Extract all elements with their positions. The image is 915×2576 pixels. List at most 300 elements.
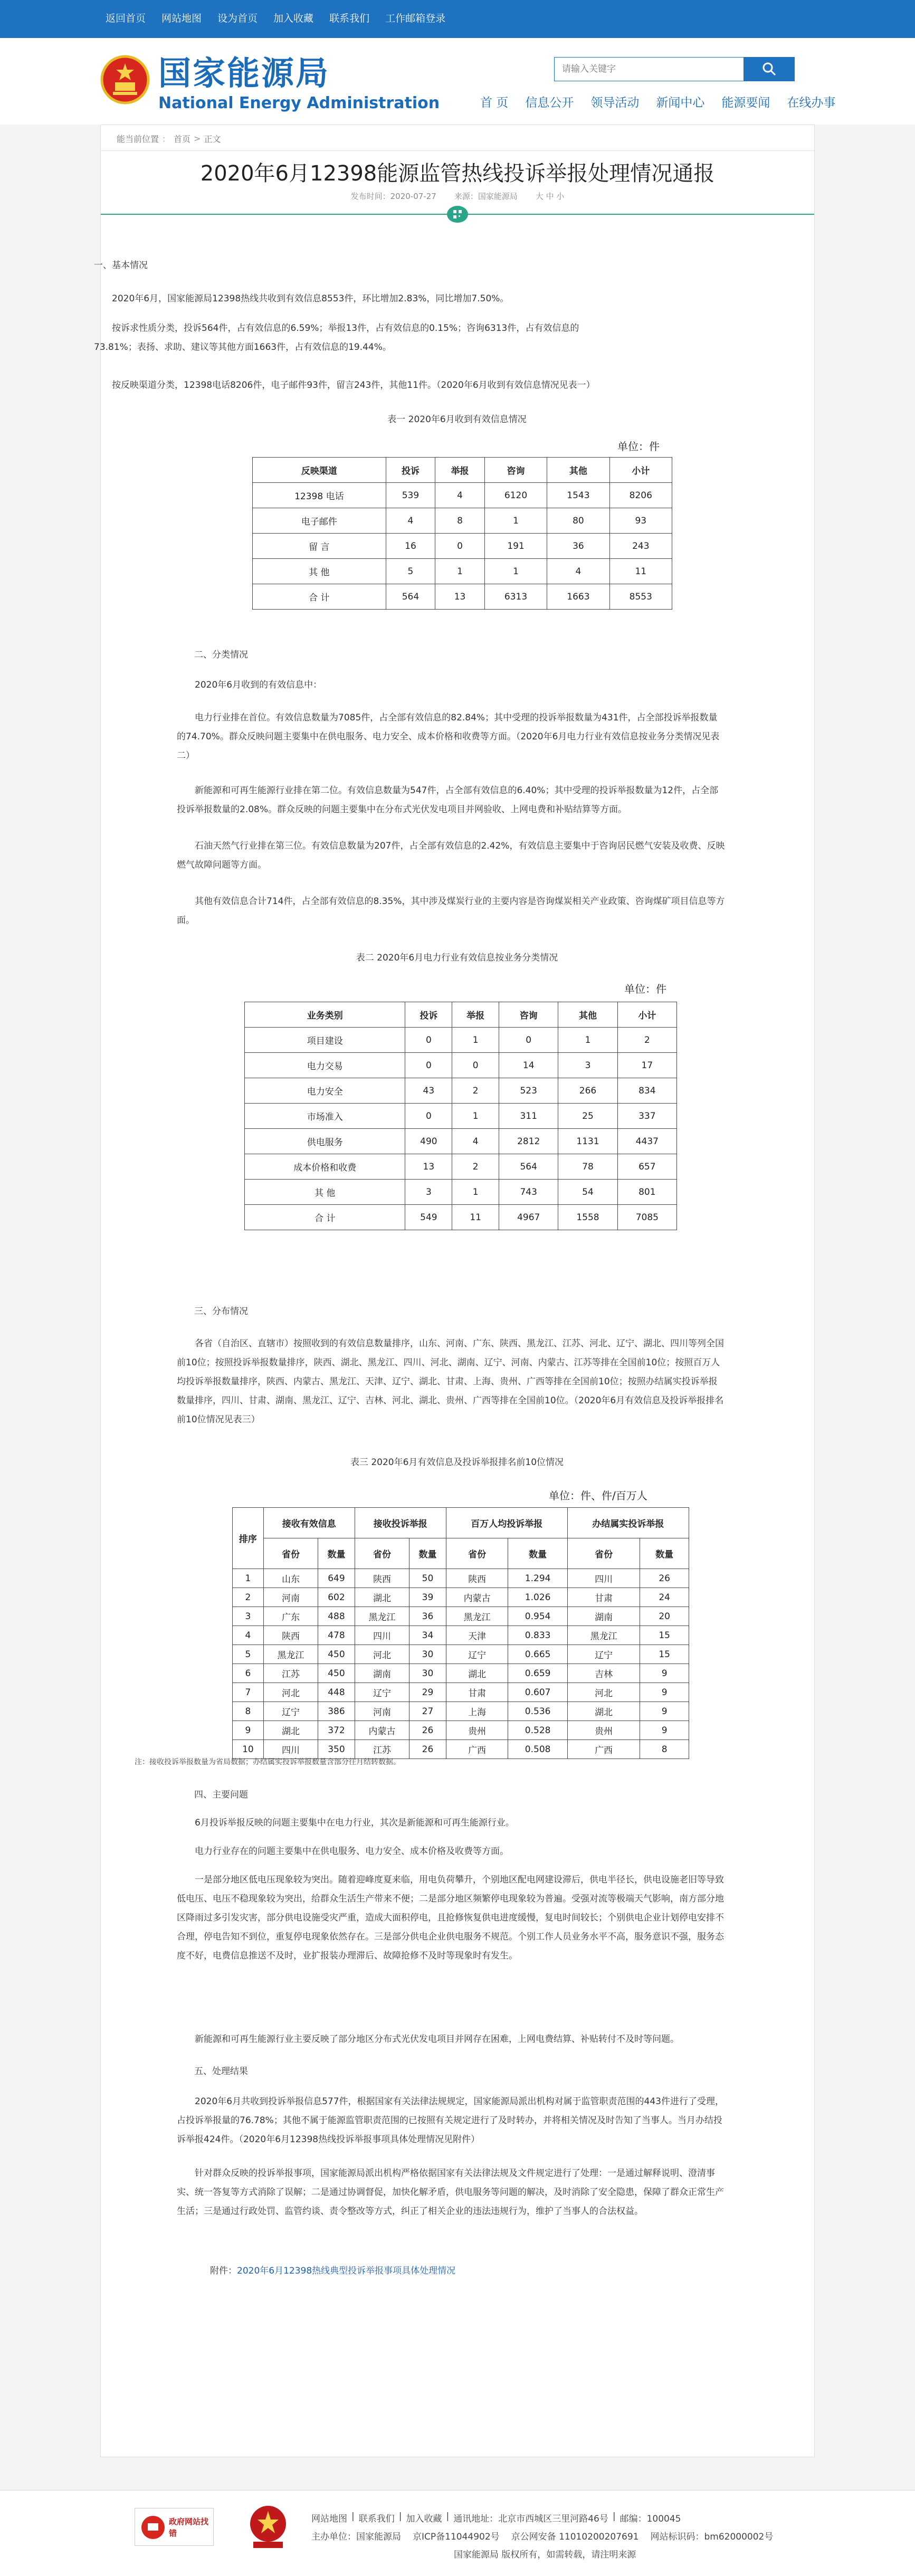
table-cell: 78	[558, 1154, 617, 1180]
table-row	[233, 1607, 689, 1626]
column-header: 省份	[355, 1538, 409, 1569]
table-cell: 2	[452, 1154, 499, 1180]
table-cell: 9	[640, 1683, 689, 1702]
qr-code-button[interactable]	[447, 206, 468, 223]
table-cell: 6313	[484, 584, 547, 610]
table-cell: 564	[499, 1154, 558, 1180]
logo-english[interactable]: National Energy Administration	[158, 94, 440, 112]
paragraph: 电力行业存在的问题主要集中在供电服务、电力安全、成本价格及收费等方面。	[195, 1846, 509, 1857]
section-heading-2: 二、分类情况	[194, 650, 248, 660]
table-cell: 黑龙江	[355, 1607, 409, 1626]
table-cell: 0.665	[508, 1645, 567, 1664]
table-row	[245, 1205, 677, 1230]
table-cell: 1543	[547, 483, 609, 508]
table-cell: 4	[435, 483, 485, 508]
column-header: 咨询	[484, 458, 547, 483]
column-header: 数量	[508, 1538, 567, 1569]
table-cell: 内蒙古	[446, 1588, 508, 1607]
table-cell: 20	[640, 1607, 689, 1626]
paragraph: 针对群众反映的投诉举报事项，国家能源局派出机构严格依据国家有关法律法规及文件规定进行了处理：一是通过解释说明、澄清事实、统一答复等方式消除了误解；二是通过协调督促，加快化解矛盾，供电服务等问题的解决，及时消除了安全隐患，保障了群众正常生产生活；三是通过行政处罚、监管约谈、责令整改等方式，纠正了相关企业的违法违规行为，维护了当事人的合法权益。	[177, 2168, 724, 2217]
table-cell: 8206	[609, 483, 672, 508]
table-cell: 合 计	[245, 1205, 405, 1230]
table-cell: 602	[318, 1588, 355, 1607]
table-cell: 内蒙古	[355, 1721, 409, 1740]
column-header: 省份	[263, 1538, 318, 1569]
table-row	[233, 1702, 689, 1721]
table-cell: 河南	[355, 1702, 409, 1721]
table-cell: 39	[409, 1588, 446, 1607]
footer-sep: |	[612, 2511, 616, 2522]
footer-link-contact[interactable]: 联系我们	[358, 2514, 395, 2524]
table-cell: 辽宁	[567, 1645, 640, 1664]
table2-unit: 单位：件	[624, 983, 666, 995]
section-heading-4: 四、主要问题	[194, 1790, 248, 1800]
table-cell: 0.954	[508, 1607, 567, 1626]
table2-caption: 表二 2020年6月电力行业有效信息按业务分类情况	[356, 953, 558, 963]
table-cell: 549	[405, 1205, 452, 1230]
table-cell: 1.294	[508, 1569, 567, 1588]
table-row	[233, 1721, 689, 1740]
font-size-switch[interactable]: 大 中 小	[535, 192, 565, 201]
breadcrumb: 能当前位置 ： 首页 > 正文	[117, 134, 221, 144]
table-cell: 电子邮件	[253, 508, 386, 534]
group-header: 接收有效信息	[263, 1508, 355, 1538]
table-cell: 243	[609, 534, 672, 559]
qr-code-icon	[453, 210, 462, 219]
table-cell: 2	[233, 1588, 264, 1607]
table-row	[253, 584, 672, 610]
table-cell: 1	[452, 1180, 499, 1205]
column-header: 省份	[567, 1538, 640, 1569]
table-row	[245, 1104, 677, 1129]
table-cell: 河北	[355, 1645, 409, 1664]
table-cell: 湖南	[567, 1607, 640, 1626]
table-cell: 266	[558, 1078, 617, 1104]
paragraph: 各省（自治区、直辖市）按照收到的有效信息数量排序，山东、河南、广东、陕西、黑龙江、江苏、河北、辽宁、湖北、四川等列全国前10位；按照投诉举报数量排序，陕西、湖北、黑龙江、四川、河北、湖南、辽宁、河南、内蒙古、江苏等排在全国前10位；按照百万人均投诉举报数量排序，陕西、内蒙古、黑龙江、天津、辽宁、湖北、甘肃、上海、贵州、广西等排在全国前10位；按照办结属实投诉举报数量排序，四川、甘肃、湖南、黑龙江、辽宁、吉林、河北、湖北、贵州、广西等排在全国前10位。（2020年6月有效信息及投诉举报排名前10位情况见表三）	[177, 1338, 724, 1425]
column-header: 投诉	[386, 458, 435, 483]
table-cell: 7085	[617, 1205, 676, 1230]
table-cell: 15	[640, 1626, 689, 1645]
table-cell: 1	[435, 559, 485, 584]
table-cell: 1663	[547, 584, 609, 610]
table-cell: 4	[233, 1626, 264, 1645]
table1-unit: 单位：件	[617, 440, 660, 453]
table-row	[233, 1569, 689, 1588]
footer-copyright: 国家能源局 版权所有，如需转载，请注明来源	[454, 2550, 636, 2560]
table-cell: 0	[405, 1104, 452, 1129]
table-cell: 辽宁	[355, 1683, 409, 1702]
table-cell: 1	[452, 1028, 499, 1053]
table3-unit: 单位：件、件/百万人	[549, 1489, 647, 1502]
table-cell: 372	[318, 1721, 355, 1740]
table-cell: 5	[386, 559, 435, 584]
footer-sponsor: 主办单位：国家能源局	[311, 2532, 401, 2542]
footer-address: 通讯地址：北京市西城区三里河路46号	[453, 2514, 608, 2524]
column-header: 举报	[452, 1002, 499, 1028]
party-org-badge-icon[interactable]	[247, 2504, 289, 2549]
table-cell: 4437	[617, 1129, 676, 1154]
table-cell: 上海	[446, 1702, 508, 1721]
table-row	[245, 1078, 677, 1104]
nav-home[interactable]: 首 页	[480, 96, 509, 110]
footer-sep: |	[351, 2511, 355, 2522]
table3-caption: 表三 2020年6月有效信息及投诉举报排名前10位情况	[350, 1457, 564, 1468]
footer-link-sitemap[interactable]: 网站地图	[311, 2514, 347, 2524]
table-cell: 合 计	[253, 584, 386, 610]
column-header: 其他	[547, 458, 609, 483]
table-cell: 10	[233, 1740, 264, 1759]
table-row	[233, 1664, 689, 1683]
table-cell: 1	[558, 1028, 617, 1053]
table-cell: 5	[233, 1645, 264, 1664]
table-cell: 湖南	[355, 1664, 409, 1683]
table-cell: 801	[617, 1180, 676, 1205]
table-row	[245, 1028, 677, 1053]
paragraph: 石油天然气行业排在第三位。有效信息数量为207件，占全部有效信息的2.42%，有效信息主要集中于咨询居民燃气安装及收费、反映燃气故障问题等方面。	[177, 841, 725, 870]
table-cell: 四川	[263, 1740, 318, 1759]
top-link-home[interactable]: 返回首页	[106, 13, 146, 24]
search-input[interactable]	[554, 57, 744, 81]
table-cell: 四川	[567, 1569, 640, 1588]
table-cell: 834	[617, 1078, 676, 1104]
table-cell: 河北	[263, 1683, 318, 1702]
paragraph: 一是部分地区低电压现象较为突出。随着迎峰度夏来临，用电负荷攀升，个别地区配电网建设滞后，供电半径长，供电设施老旧等导致低电压、电压不稳现象较为突出，给群众生活生产带来不便；二是部分地区频繁停电现象较为普遍。受强对流等极端天气影响，南方部分地区降雨过多引发灾害，部分供电设施受灾严重，造成大面积停电，且抢修恢复供电进度缓慢，复电时间较长；个别供电企业计划停电安排不合理，停电告知不到位，重复停电现象依然存在。三是部分供电企业供电服务不规范。个别工作人员业务水平不高，服务意识不强，服务态度不好，电费信息推送不及时，业扩报装办理滞后、故障抢修不及时等现象时有发生。	[177, 1875, 724, 1961]
search-icon	[761, 61, 777, 77]
table-cell: 337	[617, 1104, 676, 1129]
table-cell: 25	[558, 1104, 617, 1129]
national-emblem-icon	[100, 55, 150, 104]
gov-site-error-badge[interactable]	[135, 2508, 214, 2546]
table-cell: 539	[386, 483, 435, 508]
table-cell: 6120	[484, 483, 547, 508]
table-cell: 市场准入	[245, 1104, 405, 1129]
paragraph: 按反映渠道分类，12398电话8206件，电子邮件93件，留言243件，其他11件。（2020年6月收到有效信息情况见表一）	[112, 380, 595, 391]
table-cell: 黑龙江	[263, 1645, 318, 1664]
table-cell: 河南	[263, 1588, 318, 1607]
footer-row-1	[311, 2511, 681, 2524]
table-cell: 辽宁	[446, 1645, 508, 1664]
column-header: 咨询	[499, 1002, 558, 1028]
breadcrumb-home[interactable]: 首页	[174, 134, 191, 144]
table-cell: 湖北	[263, 1721, 318, 1740]
footer-sep: |	[398, 2511, 402, 2522]
main-nav	[480, 90, 835, 116]
paragraph: 2020年6月共收到投诉举报信息577件，根据国家有关法律法规规定，国家能源局派出机构对属于监管职责范围的443件进行了受理，占投诉举报量的76.78%；其他不属于能源监管职责范围的已按照有关规定进行了及时转办，并将相关情况及时告知了当事人。当月办结投诉举报424件。（2020年6月12398热线投诉举报事项具体处理情况见附件）	[177, 2096, 724, 2145]
table-row	[253, 534, 672, 559]
section-heading-5: 五、处理结果	[194, 2066, 248, 2077]
table-cell: 2812	[499, 1129, 558, 1154]
table-cell: 17	[617, 1053, 676, 1078]
table-cell: 0.536	[508, 1702, 567, 1721]
table-cell: 450	[318, 1664, 355, 1683]
table-row	[245, 1053, 677, 1078]
paragraph: 按诉求性质分类，投诉564件，占有效信息的6.59%；举报13件，占有效信息的0.15%；咨询6313件，占有效信息的73.81%；表扬、求助、建议等其他方面1663件，占有效信息的19.44%。	[94, 323, 579, 353]
table-cell: 贵州	[446, 1721, 508, 1740]
table-cell: 1.026	[508, 1588, 567, 1607]
table-cell: 36	[547, 534, 609, 559]
footer-sep: |	[446, 2511, 450, 2522]
table-cell: 甘肃	[446, 1683, 508, 1702]
column-header: 反映渠道	[253, 458, 386, 483]
table-cell: 河北	[567, 1683, 640, 1702]
table-cell: 其 他	[245, 1180, 405, 1205]
table-cell: 1	[452, 1104, 499, 1129]
attachment-link[interactable]: 2020年6月12398热线典型投诉举报事项具体处理情况	[237, 2266, 456, 2276]
group-header: 办结属实投诉举报	[567, 1508, 689, 1538]
table-cell: 488	[318, 1607, 355, 1626]
top-bar	[0, 0, 915, 38]
table-cell: 电力安全	[245, 1078, 405, 1104]
table-cell: 93	[609, 508, 672, 534]
table-cell: 四川	[355, 1626, 409, 1645]
table-cell: 3	[233, 1607, 264, 1626]
table-cell: 天津	[446, 1626, 508, 1645]
footer-postcode: 邮编：100045	[619, 2514, 681, 2524]
table-cell: 吉林	[567, 1664, 640, 1683]
table-cell: 黑龙江	[567, 1626, 640, 1645]
attachment-label: 附件：	[210, 2266, 237, 2276]
table-cell: 191	[484, 534, 547, 559]
table-cell: 8	[233, 1702, 264, 1721]
table-cell: 14	[499, 1053, 558, 1078]
table-row	[233, 1683, 689, 1702]
table-cell: 项目建设	[245, 1028, 405, 1053]
table-cell: 4	[452, 1129, 499, 1154]
table-row	[253, 559, 672, 584]
table-cell: 1	[484, 559, 547, 584]
table-cell: 8	[435, 508, 485, 534]
top-links	[106, 11, 461, 26]
top-link-set-homepage[interactable]: 设为首页	[217, 13, 258, 24]
top-link-favorite[interactable]: 加入收藏	[273, 13, 314, 24]
table-cell: 陕西	[355, 1569, 409, 1588]
table-cell: 743	[499, 1180, 558, 1205]
table-cell: 成本价格和收费	[245, 1154, 405, 1180]
table-cell: 564	[386, 584, 435, 610]
table-cell: 311	[499, 1104, 558, 1129]
table2	[244, 1002, 677, 1230]
table3	[232, 1507, 689, 1759]
column-header: 其他	[558, 1002, 617, 1028]
paragraph: 6月投诉举报反映的问题主要集中在电力行业，其次是新能源和可再生能源行业。	[195, 1818, 514, 1828]
article-meta	[101, 191, 814, 202]
table-cell: 1	[484, 508, 547, 534]
column-header: 数量	[409, 1538, 446, 1569]
table-cell: 陕西	[263, 1626, 318, 1645]
table1-caption: 表一 2020年6月收到有效信息情况	[387, 414, 527, 425]
table-cell: 43	[405, 1078, 452, 1104]
table-cell: 11	[452, 1205, 499, 1230]
table-cell: 3	[405, 1180, 452, 1205]
table-cell: 江苏	[263, 1664, 318, 1683]
footer-row-2	[311, 2529, 773, 2542]
attachment-line	[210, 2263, 455, 2276]
nav-online-service[interactable]: 在线办事	[787, 96, 836, 110]
table-cell: 广东	[263, 1607, 318, 1626]
table-row	[245, 1129, 677, 1154]
nav-leader-activity[interactable]: 领导活动	[590, 96, 640, 110]
table-cell: 0	[499, 1028, 558, 1053]
footer-icp[interactable]: 京ICP备11044902号	[413, 2532, 500, 2542]
column-header: 省份	[446, 1538, 508, 1569]
publish-time: 发布时间：2020-07-27	[350, 192, 436, 201]
table-cell: 27	[409, 1702, 446, 1721]
table-cell: 30	[409, 1664, 446, 1683]
top-link-contact[interactable]: 联系我们	[329, 13, 370, 24]
table-cell: 江苏	[355, 1740, 409, 1759]
table-cell: 12398 电话	[253, 483, 386, 508]
logo-chinese[interactable]: 国家能源局	[158, 54, 330, 92]
nav-info-public[interactable]: 信息公开	[525, 96, 574, 110]
section-heading-1: 一、基本情况	[94, 260, 148, 271]
table-cell: 50	[409, 1569, 446, 1588]
table-cell: 36	[409, 1607, 446, 1626]
table-cell: 0	[405, 1053, 452, 1078]
table-cell: 478	[318, 1626, 355, 1645]
search-button[interactable]	[744, 57, 795, 81]
table-cell: 4967	[499, 1205, 558, 1230]
table-cell: 386	[318, 1702, 355, 1721]
paragraph: 2020年6月，国家能源局12398热线共收到有效信息8553件，环比增加2.83%，同比增加7.50%。	[112, 293, 509, 304]
table-cell: 26	[409, 1721, 446, 1740]
group-header: 百万人均投诉举报	[446, 1508, 567, 1538]
table-cell: 8	[640, 1740, 689, 1759]
table-cell: 350	[318, 1740, 355, 1759]
table-cell: 30	[409, 1645, 446, 1664]
table-cell: 54	[558, 1180, 617, 1205]
column-header: 小计	[609, 458, 672, 483]
table-cell: 8553	[609, 584, 672, 610]
gov-badge-text: 政府网站找错	[169, 2517, 209, 2538]
breadcrumb-article: 正文	[204, 134, 221, 144]
column-header: 小计	[617, 1002, 676, 1028]
column-header: 举报	[435, 458, 485, 483]
section-heading-3: 三、分布情况	[194, 1306, 248, 1317]
table-cell: 523	[499, 1078, 558, 1104]
table-cell: 0.833	[508, 1626, 567, 1645]
paragraph: 电力行业排在首位。有效信息数量为7085件，占全部有效信息的82.84%；其中受理的投诉举报数量为431件，占全部投诉举报数量的74.70%。群众反映问题主要集中在供电服务、电力安全、成本价格和收费等方面。（2020年6月电力行业有效信息按业务分类情况见表二）	[177, 712, 720, 761]
table-cell: 4	[547, 559, 609, 584]
paragraph: 其他有效信息合计714件，占全部有效信息的8.35%，其中涉及煤炭行业的主要内容是咨询煤炭相关产业政策、咨询煤矿项目信息等方面。	[177, 896, 725, 926]
table-header-row	[245, 1002, 677, 1028]
table-row	[233, 1588, 689, 1607]
table-cell: 甘肃	[567, 1588, 640, 1607]
column-header: 数量	[318, 1538, 355, 1569]
table-header-row	[233, 1508, 689, 1538]
table-cell: 649	[318, 1569, 355, 1588]
table-cell: 657	[617, 1154, 676, 1180]
table-cell: 7	[233, 1683, 264, 1702]
table-cell: 24	[640, 1588, 689, 1607]
footer-site-code: 网站标识码：bm62000002号	[650, 2532, 774, 2542]
table-cell: 2	[617, 1028, 676, 1053]
divider	[101, 150, 814, 151]
table-cell: 0.508	[508, 1740, 567, 1759]
table-cell: 1	[233, 1569, 264, 1588]
table-cell: 6	[233, 1664, 264, 1683]
table1	[252, 457, 672, 610]
table-cell: 1131	[558, 1129, 617, 1154]
table-header-row	[253, 458, 672, 483]
table-cell: 0.607	[508, 1683, 567, 1702]
top-link-mail-login[interactable]: 工作邮箱登录	[385, 13, 446, 24]
table-cell: 湖北	[355, 1588, 409, 1607]
table-header-row	[233, 1538, 689, 1569]
footer-link-favorite[interactable]: 加入收藏	[406, 2514, 442, 2524]
top-link-sitemap[interactable]: 网站地图	[161, 13, 202, 24]
table-cell: 0	[435, 534, 485, 559]
table-cell: 15	[640, 1645, 689, 1664]
table-cell: 448	[318, 1683, 355, 1702]
column-header: 投诉	[405, 1002, 452, 1028]
nav-news-center[interactable]: 新闻中心	[656, 96, 705, 110]
paragraph: 新能源和可再生能源行业排在第二位。有效信息数量为547件，占全部有效信息的6.40%；其中受理的投诉举报数量为12件，占全部投诉举报数量的2.08%。群众反映的问题主要集中在分布式光伏发电项目并网验收、上网电费和补贴结算等方面。	[177, 785, 719, 815]
table-cell: 34	[409, 1626, 446, 1645]
paragraph: 2020年6月收到的有效信息中：	[195, 680, 322, 690]
table-cell: 0	[405, 1028, 452, 1053]
table-cell: 湖北	[567, 1702, 640, 1721]
table-cell: 广西	[446, 1740, 508, 1759]
table-cell: 9	[640, 1702, 689, 1721]
column-header: 排序	[233, 1508, 264, 1569]
footer-police-record[interactable]: 京公网安备 11010200207691	[511, 2532, 639, 2542]
table-cell: 其 他	[253, 559, 386, 584]
table-cell: 2	[452, 1078, 499, 1104]
table-cell: 0.659	[508, 1664, 567, 1683]
table-cell: 广西	[567, 1740, 640, 1759]
table-cell: 贵州	[567, 1721, 640, 1740]
table-cell: 9	[233, 1721, 264, 1740]
table-cell: 0	[452, 1053, 499, 1078]
table-cell: 26	[409, 1740, 446, 1759]
table-cell: 湖北	[446, 1664, 508, 1683]
table-cell: 4	[386, 508, 435, 534]
table-cell: 供电服务	[245, 1129, 405, 1154]
article-source: 来源：国家能源局	[454, 192, 518, 201]
table-cell: 13	[435, 584, 485, 610]
table3-note: 注：接收投诉举报数量为省局数据；办结属实投诉举报数量含部分往月结转数据。	[135, 1758, 401, 1766]
paragraph: 新能源和可再生能源行业主要反映了部分地区分布式光伏发电项目并网存在困难，上网电费结算、补贴转付不及时等问题。	[195, 2034, 679, 2045]
table-cell: 陕西	[446, 1569, 508, 1588]
table-cell: 0.528	[508, 1721, 567, 1740]
table-row	[253, 508, 672, 534]
table-row	[253, 483, 672, 508]
table-cell: 辽宁	[263, 1702, 318, 1721]
table-cell: 3	[558, 1053, 617, 1078]
table-cell: 1558	[558, 1205, 617, 1230]
table-row	[245, 1180, 677, 1205]
table-cell: 29	[409, 1683, 446, 1702]
footer-row-3	[454, 2547, 636, 2560]
table-cell: 16	[386, 534, 435, 559]
group-header: 接收投诉举报	[355, 1508, 446, 1538]
table-cell: 9	[640, 1721, 689, 1740]
table-cell: 11	[609, 559, 672, 584]
table-cell: 黑龙江	[446, 1607, 508, 1626]
table-cell: 9	[640, 1664, 689, 1683]
breadcrumb-current: 能当前位置	[117, 134, 159, 144]
table-row	[233, 1626, 689, 1645]
table-cell: 26	[640, 1569, 689, 1588]
column-header: 数量	[640, 1538, 689, 1569]
table-cell: 留 言	[253, 534, 386, 559]
table-cell: 山东	[263, 1569, 318, 1588]
table-cell: 80	[547, 508, 609, 534]
table-cell: 490	[405, 1129, 452, 1154]
table-cell: 13	[405, 1154, 452, 1180]
nav-energy-news[interactable]: 能源要闻	[721, 96, 770, 110]
page-title: 2020年6月12398能源监管热线投诉举报处理情况通报	[200, 161, 715, 186]
